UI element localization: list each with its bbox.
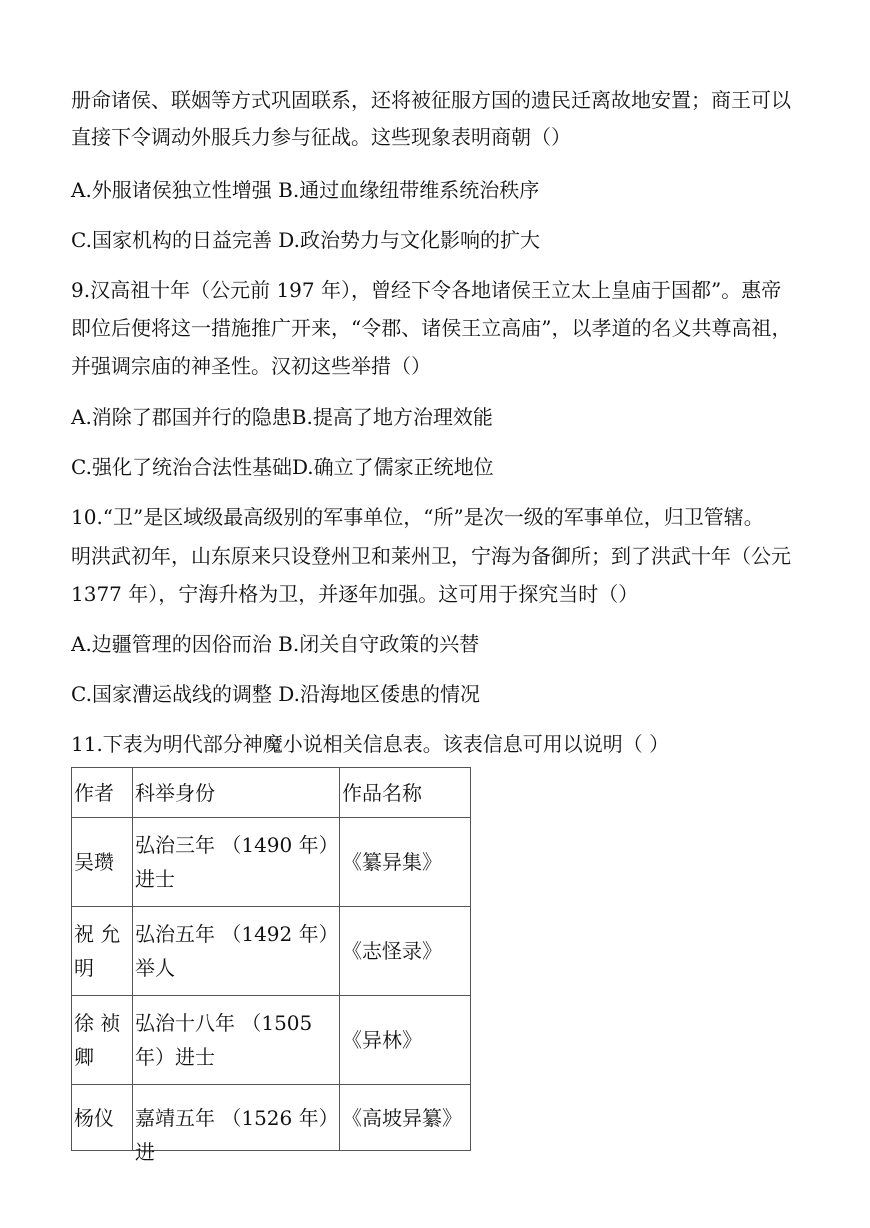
text-line: 即位后便将这一措施推广开来，“令郡、诸侯王立高庙”，以孝道的名义共尊高祖， <box>71 316 792 340</box>
table-cell-text: 嘉靖五年 （1526 年）进 <box>135 1105 339 1164</box>
text-line: 直接下令调动外服兵力参与征战。这些现象表明商朝（） <box>71 125 571 149</box>
table-row <box>72 907 471 996</box>
option-line: C.国家漕运战线的调整 D.沿海地区倭患的情况 <box>71 682 480 706</box>
option-line: A.消除了郡国并行的隐患B.提高了地方治理效能 <box>71 405 493 429</box>
table-cell: 《纂异集》 <box>340 818 471 907</box>
option-line: C.强化了统治合法性基础D.确立了儒家正统地位 <box>71 455 494 479</box>
option-line: A.外服诸侯独立性增强 B.通过血缘纽带维系统治秩序 <box>71 178 540 202</box>
option-line: C.国家机构的日益完善 D.政治势力与文化影响的扩大 <box>71 228 540 252</box>
option-line: A.边疆管理的因俗而治 B.闭关自守政策的兴替 <box>71 632 480 656</box>
question-9-line: 9.汉高祖十年（公元前 197 年），曾经下令各地诸侯王立太上皇庙于国都”。惠帝 <box>71 278 782 302</box>
table-cell <box>133 1085 340 1164</box>
table-cell: 徐 祯卿 <box>72 996 133 1085</box>
table-header-cell: 科举身份 <box>133 768 340 818</box>
table-header-cell: 作品名称 <box>340 768 471 818</box>
table-row <box>72 996 471 1085</box>
table-header-cell: 作者 <box>72 768 133 818</box>
text-line: 并强调宗庙的神圣性。汉初这些举措（） <box>71 354 431 378</box>
question-11-line: 11.下表为明代部分神魔小说相关信息表。该表信息可用以说明（ ） <box>71 732 670 756</box>
table-cell: 弘治三年 （1490 年）进士 <box>133 818 340 907</box>
table-row <box>72 1085 471 1151</box>
table-cell: 祝 允明 <box>72 907 133 996</box>
question-10-line: 10.“卫”是区域级最高级别的军事单位，“所”是次一级的军事单位，归卫管辖。 <box>71 505 764 529</box>
text-line: 1377 年），宁海升格为卫，并逐年加强。这可用于探究当时（） <box>71 582 639 606</box>
novel-info-table <box>71 767 471 1164</box>
table-row <box>72 818 471 907</box>
text-line: 册命诸侯、联姻等方式巩固联系，还将被征服方国的遗民迁离故地安置；商王可以 <box>71 88 791 112</box>
table-cell: 《志怪录》 <box>340 907 471 996</box>
table-cell: 杨仪 <box>72 1085 133 1151</box>
table-cell: 吴瓒 <box>72 818 133 907</box>
table-header-row <box>72 768 471 818</box>
table-cell: 《高坡异纂》 <box>340 1085 471 1151</box>
table-cell: 弘治五年 （1492 年）举人 <box>133 907 340 996</box>
text-line: 明洪武初年，山东原来只设登州卫和莱州卫，宁海为备御所；到了洪武十年（公元 <box>71 544 791 568</box>
table-cell: 《异林》 <box>340 996 471 1085</box>
table-cell: 弘治十八年 （1505 年）进士 <box>133 996 340 1085</box>
